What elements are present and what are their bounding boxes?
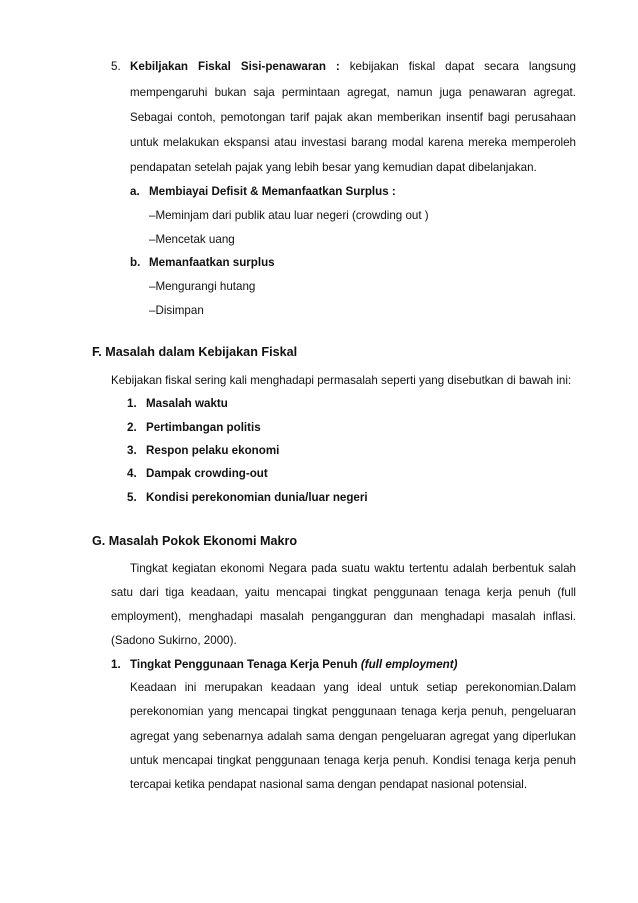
section-f-item-2: Respon pelaku ekonomi bbox=[146, 444, 280, 457]
section-g-item1-line-4: tercapai ketika pendapat nasional sama dengan pendapat nasional potensial. bbox=[130, 778, 528, 791]
item5-line-2: Sebagai contoh, pemotongan tarif pajak akan memberikan insentif bagi perusahaan bbox=[130, 111, 576, 124]
section-g-item1-title-italic: (full employment) bbox=[360, 658, 458, 671]
section-g-heading: G. Masalah Pokok Ekonomi Makro bbox=[92, 534, 298, 548]
section-f-item-1: Pertimbangan politis bbox=[146, 421, 261, 434]
item5-title: Kebiljakan Fiskal Sisi-penawaran : bbox=[130, 60, 340, 73]
sub-a-label: a. bbox=[130, 185, 140, 198]
item5-line-1: mempengaruhi bukan saja permintaan agregat, namun juga penawaran agregat. bbox=[130, 86, 576, 99]
section-g-para-3: (Sadono Sukirno, 2000). bbox=[111, 634, 237, 647]
sub-b-label: b. bbox=[130, 256, 141, 269]
sub-a-title: Membiayai Defisit & Memanfaatkan Surplus : bbox=[149, 185, 396, 198]
section-g-item1-title: Tingkat Penggunaan Tenaga Kerja Penuh (full employment) bbox=[130, 658, 458, 671]
section-f-item-4-num: 5. bbox=[127, 491, 137, 504]
item5-line-0: Kebiljakan Fiskal Sisi-penawaran : kebijakan fiskal dapat secara langsung bbox=[130, 60, 576, 73]
item5-line-3: untuk melakukan ekspansi atau investasi barang modal karena mereka memperoleh bbox=[130, 136, 576, 149]
section-g-item1-num: 1. bbox=[111, 658, 121, 671]
section-f-intro: Kebijakan fiskal sering kali menghadapi permasalah seperti yang disebutkan di bawah ini: bbox=[111, 374, 572, 387]
sub-b-title: Memanfaatkan surplus bbox=[149, 256, 275, 269]
section-f-heading: F. Masalah dalam Kebijakan Fiskal bbox=[92, 345, 298, 359]
sub-a-item-0: –Meminjam dari publik atau luar negeri (crowding out ) bbox=[149, 209, 429, 222]
section-g-item1-line-2: agregat yang sebenarnya adalah sama dengan pengeluaran agregat yang diperlukan bbox=[130, 730, 576, 743]
section-f-item-2-num: 3. bbox=[127, 444, 137, 457]
section-f-item-3: Dampak crowding-out bbox=[146, 467, 268, 480]
sub-b-item-1: –Disimpan bbox=[149, 304, 204, 317]
section-f-item-0: Masalah waktu bbox=[146, 397, 228, 410]
item5-line-4: pendapatan setelah pajak yang lebih besar yang kemudian dapat dibelanjakan. bbox=[130, 161, 537, 174]
item5-number: 5. bbox=[111, 60, 121, 73]
section-g-para-0: Tingkat kegiatan ekonomi Negara pada suatu waktu tertentu adalah berbentuk salah bbox=[130, 562, 576, 575]
section-g-para-1: satu dari tiga keadaan, yaitu mencapai tingkat penggunaan tenaga kerja penuh (full bbox=[111, 586, 576, 599]
section-g-item1-line-3: untuk mencapai tingkat penggunaan tenaga kerja penuh. Kondisi tenaga kerja penuh bbox=[130, 754, 576, 767]
section-f-item-4: Kondisi perekonomian dunia/luar negeri bbox=[146, 491, 368, 504]
sub-b-item-0: –Mengurangi hutang bbox=[149, 280, 256, 293]
sub-a-item-1: –Mencetak uang bbox=[149, 233, 235, 246]
section-f-item-1-num: 2. bbox=[127, 421, 137, 434]
section-f-item-0-num: 1. bbox=[127, 397, 137, 410]
section-g-item1-line-1: perekonomian yang mencapai tingkat penggunaan tenaga kerja penuh, pengeluaran bbox=[130, 705, 576, 718]
section-g-item1-line-0: Keadaan ini merupakan keadaan yang ideal untuk setiap perekonomian.Dalam bbox=[130, 681, 576, 694]
section-g-para-2: employment), menghadapi masalah pengangguran dan menghadapi masalah inflasi. bbox=[111, 610, 576, 623]
section-f-item-3-num: 4. bbox=[127, 467, 137, 480]
